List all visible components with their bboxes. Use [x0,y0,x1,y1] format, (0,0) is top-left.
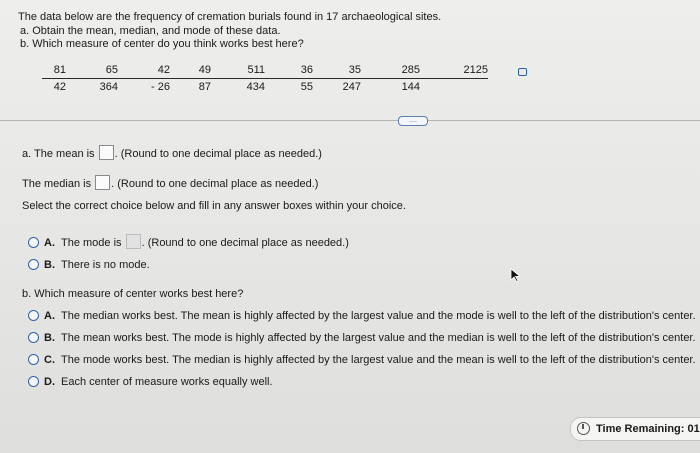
option-letter: A. [44,237,55,249]
section-divider [0,120,700,121]
table-cell: 2125 [420,62,488,79]
table-row [42,79,488,96]
best-measure-option-c[interactable] [28,354,696,366]
mean-answer-box[interactable] [99,145,114,160]
mode-option-a-label: The mode is [61,237,122,249]
table-cell: 55 [300,81,313,93]
mode-option-b[interactable] [28,259,150,271]
mode-rounding-note: . (Round to one decimal place as needed.) [141,237,349,249]
option-text: The mode works best. The median is highly affected by the largest value and the mean is well to the left of the distribution's center. [61,354,696,366]
best-measure-option-b[interactable] [28,332,696,344]
mouse-pointer-icon [510,268,522,282]
data-table [42,62,488,95]
time-remaining-badge [570,417,700,441]
table-cell: 35 [313,62,361,79]
question-part-b: b. Which measure of center do you think works best here? [20,38,304,50]
table-cell: 42 [53,81,66,93]
table-cell: 81 [42,62,66,79]
option-letter: A. [44,310,55,322]
table-cell: 511 [211,62,265,79]
radio-button[interactable] [28,376,39,387]
mode-instruction: Select the correct choice below and fill in any answer boxes within your choice. [22,200,406,212]
radio-button[interactable] [28,354,39,365]
mode-option-a[interactable] [28,234,349,249]
table-cell: 144 [401,81,420,93]
option-letter: B. [44,259,55,271]
question-text: The data below are the frequency of cremation burials found in 17 archaeological sites. [18,11,442,23]
median-answer-box[interactable] [95,175,110,190]
radio-button[interactable] [28,259,39,270]
table-cell: 49 [170,62,211,79]
option-letter: C. [44,354,55,366]
mode-answer-box[interactable] [126,234,141,249]
copy-table-icon[interactable] [518,68,527,76]
clock-icon [577,422,590,435]
question-part-a: a. Obtain the mean, median, and mode of these data. [20,24,281,37]
option-text: The mean works best. The mode is highly affected by the largest value and the median is well to the left of the distribution's center. [61,332,696,344]
option-letter: D. [44,376,55,388]
time-remaining-label: Time Remaining: 01 [596,423,700,435]
radio-button[interactable] [28,310,39,321]
table-cell: - 26 [151,81,170,93]
mode-option-b-label: There is no mode. [61,259,150,271]
table-cell: 364 [99,81,118,93]
part-b-question: b. Which measure of center works best here? [22,288,244,300]
mean-rounding-note: . (Round to one decimal place as needed.) [114,148,322,160]
table-cell: 247 [342,81,361,93]
expand-more-button[interactable]: .... [398,116,428,126]
option-text: Each center of measure works equally well. [61,376,273,388]
best-measure-option-a[interactable] [28,310,696,322]
radio-button[interactable] [28,237,39,248]
median-question [22,175,318,190]
table-cell: 65 [66,62,118,79]
table-cell: 285 [361,62,420,79]
table-row [42,62,488,79]
median-label: The median is [22,178,92,190]
option-text: The median works best. The mean is highly affected by the largest value and the mode is well to the left of the distribution's center. [61,310,696,322]
mean-label: a. The mean is [22,148,95,160]
median-rounding-note: . (Round to one decimal place as needed.) [111,178,319,190]
table-cell: 434 [246,81,265,93]
question-intro [18,11,441,52]
table-cell: 36 [265,62,313,79]
table-cell: 42 [118,62,170,79]
table-cell [420,79,488,96]
mean-question [22,145,322,160]
radio-button[interactable] [28,332,39,343]
option-letter: B. [44,332,55,344]
table-cell: 87 [198,81,211,93]
best-measure-option-d[interactable] [28,376,273,388]
